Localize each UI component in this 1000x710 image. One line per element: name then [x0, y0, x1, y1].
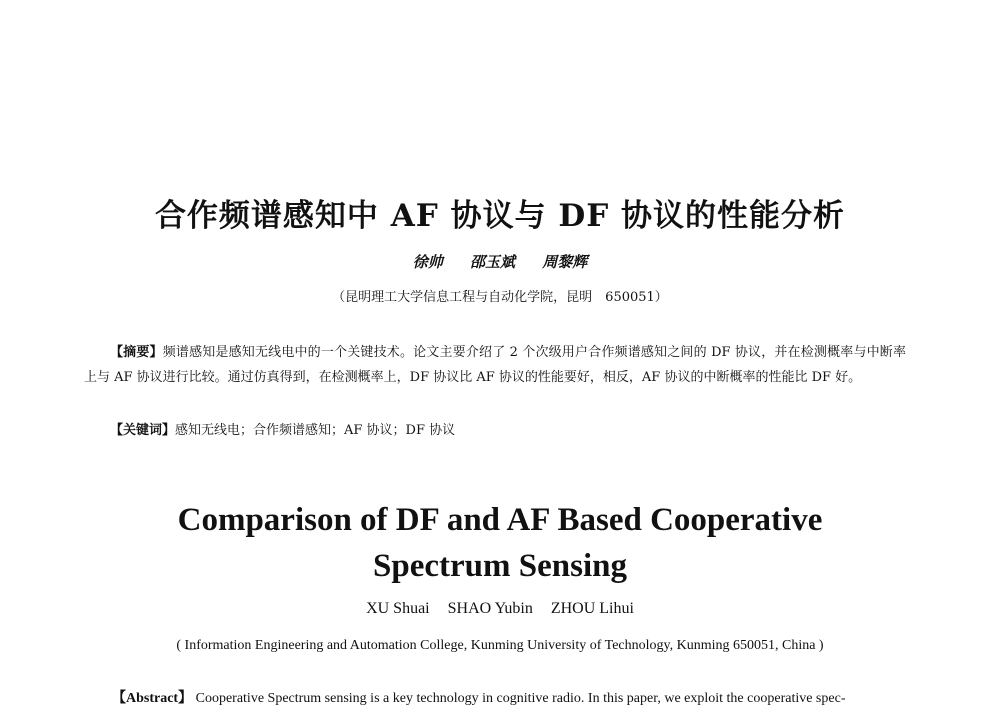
- english-abstract: [84, 688, 906, 710]
- english-title-line-2: Spectrum Sensing: [373, 548, 627, 584]
- chinese-author-2: 邵玉斌: [469, 253, 515, 271]
- english-author-3: ZHOU Lihui: [550, 600, 634, 617]
- chinese-author-3: 周黎辉: [542, 253, 588, 271]
- chinese-keywords: [84, 418, 906, 443]
- english-abstract-text: Cooperative Spectrum sensing is a key technology in cognitive radio. In this paper, we exploit the cooperative spec-: [195, 691, 846, 706]
- english-title: [0, 497, 1000, 589]
- chinese-keywords-text: 感知无线电；合作频谱感知；AF 协议；DF 协议: [175, 423, 456, 438]
- english-author-2: SHAO Yubin: [447, 600, 533, 617]
- chinese-abstract: [84, 340, 906, 390]
- chinese-affiliation: （昆明理工大学信息工程与自动化学院，昆明 650051）: [332, 290, 668, 305]
- english-title-line-1: Comparison of DF and AF Based Cooperative: [177, 502, 823, 538]
- chinese-abstract-text: 频谱感知是感知无线电中的一个关键技术。论文主要介绍了 2 个次级用户合作频谱感知之间的 DF 协议，并在检测概率与中断率上与 AF 协议进行比较。通过仿真得到，在检测概率上，DF 协议比 AF 协议的性能要好，相反，AF 协议的中断概率的性能比 DF 好。: [84, 345, 906, 385]
- chinese-title: 合作频谱感知中 AF 协议与 DF 协议的性能分析: [154, 198, 846, 234]
- chinese-authors: [0, 251, 1000, 273]
- english-author-1: XU Shuai: [366, 600, 430, 617]
- english-abstract-label: 【Abstract】: [112, 691, 193, 706]
- chinese-keywords-label: 【关键词】: [110, 423, 176, 438]
- chinese-abstract-label: 【摘要】: [110, 345, 163, 360]
- english-affiliation: ( Information Engineering and Automation College, Kunming University of Technology, Kunming 650051, China ): [176, 638, 824, 653]
- chinese-author-1: 徐帅: [412, 253, 443, 271]
- english-authors: [0, 598, 1000, 620]
